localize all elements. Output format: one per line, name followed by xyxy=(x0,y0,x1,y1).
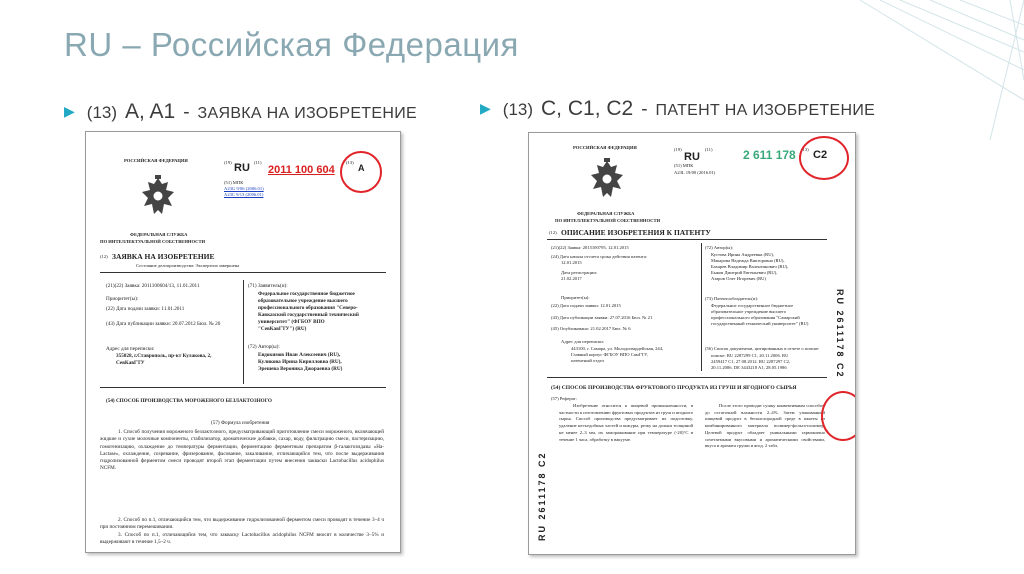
field-22: (22) Дата подачи заявки: 11.01.2011 xyxy=(106,306,185,312)
doc-agency: ФЕДЕРАЛЬНАЯ СЛУЖБА xyxy=(577,211,635,216)
field-line: Главный корпус ФГБОУ ВПО СамГТУ, xyxy=(571,352,648,357)
claim-3: 3. Способ по п.1, отличающийся тем, что закваску Lactobacillus acidophilus NCFM вносят в количестве 3–5% и выдерживают в течение 1,5–2 ч. xyxy=(100,532,384,546)
bullet-kind: ЗАЯВКА НА ИЗОБРЕТЕНИЕ xyxy=(197,105,417,122)
field-54-title: (54) СПОСОБ ПРОИЗВОДСТВА ФРУКТОВОГО ПРОДУКТА ИЗ ГРУШ И ЯГОДНОГО СЫРЬЯ xyxy=(551,385,797,391)
kind-code: C2 xyxy=(813,149,828,161)
side-number-right: RU 2611178 C2 xyxy=(835,289,845,379)
field-address: СевКавГТУ xyxy=(116,360,145,366)
side-number-left: RU 2611178 C2 xyxy=(537,451,547,541)
field-line: 443100, г. Самара, ул. Молодогвардейская, 244, xyxy=(571,346,664,351)
country-code: RU xyxy=(234,162,250,174)
doc-type: ОПИСАНИЕ ИЗОБРЕТЕНИЯ К ПАТЕНТУ xyxy=(561,228,711,237)
applicant-line: профессионального образования "Северо- xyxy=(258,305,358,311)
applicant-line: образовательное учреждение высшего xyxy=(258,298,348,304)
inid-12: (12) xyxy=(100,254,108,259)
owner-line: образовательное учреждение высшего xyxy=(711,309,787,314)
field-line: (45) Опубликовано: 21.02.2017 Бюл. № 6 xyxy=(551,326,631,331)
inid-13: (13) xyxy=(346,160,354,165)
field-line: (21)(22) Заявка: 2015100795, 12.01.2015 xyxy=(551,245,629,250)
bullet-code: C, C1, C2 xyxy=(541,97,634,120)
field-57: (57) Формула изобретения xyxy=(211,420,270,426)
doc-agency: ФЕДЕРАЛЬНАЯ СЛУЖБА xyxy=(130,232,188,237)
inid-19: (19) xyxy=(674,147,682,152)
doc-agency-2: ПО ИНТЕЛЛЕКТУАЛЬНОЙ СОБСТВЕННОСТИ xyxy=(100,239,206,244)
inid-12: (12) xyxy=(549,230,557,235)
coat-of-arms-icon xyxy=(587,157,627,201)
field-priority: Приоритет(ы): xyxy=(106,296,139,302)
highlight-circle xyxy=(821,391,856,441)
divider xyxy=(100,272,386,273)
author-line: Евдокимов Иван Алексеевич (RU), xyxy=(258,352,341,358)
field-43: (43) Дата публикации заявки: 20.07.2012 Бюл. № 20 xyxy=(106,321,221,327)
field-72: (72) Автор(ы): xyxy=(248,344,280,350)
divider xyxy=(243,280,244,384)
author-line: Эрешева Вероника Джораевна (RU) xyxy=(258,366,343,372)
applicant-line: Кавказский государственный технический xyxy=(258,312,359,318)
bullet-num: (13) xyxy=(502,100,534,119)
claim-2: 2. Способ по п.1, отличающийся тем, что выдерживание гидролизованной ферментом смеси проводят в течение 3–4 ч при постоянном перемешивании. xyxy=(100,517,384,531)
field-line: (22) Дата подачи заявки: 12.01.2015 xyxy=(551,303,621,308)
author-line: Макарова Надежда Викторовна (RU), xyxy=(711,258,785,263)
ipc-code: A23C 9/13 (2006.01) xyxy=(224,192,264,197)
author-line: Быков Дмитрий Евгеньевич (RU), xyxy=(711,270,778,275)
field-71: (71) Заявитель(и): xyxy=(248,283,288,289)
kind-code: A xyxy=(358,163,365,173)
coat-of-arms-icon xyxy=(138,174,178,218)
highlight-circle xyxy=(799,136,849,180)
field-72: (72) Автор(ы): xyxy=(705,245,734,250)
reference-line: поиске: RU 2287299 C1, 20.11.2006. RU xyxy=(711,353,789,358)
owner-line: государственный технический университет" (RU) xyxy=(711,321,809,326)
bullet-application xyxy=(64,100,417,124)
ipc-code: A23G 9/06 (2006.01) xyxy=(224,186,264,191)
field-line: Адрес для переписки: xyxy=(561,339,604,344)
country-code: RU xyxy=(684,151,700,163)
field-57: (57) Реферат: xyxy=(551,396,577,401)
doc-agency-2: ПО ИНТЕЛЛЕКТУАЛЬНОЙ СОБСТВЕННОСТИ xyxy=(555,218,661,223)
highlight-circle xyxy=(340,151,382,193)
doc-status: Состояние делопроизводства: Экспертиза завершена xyxy=(136,263,240,268)
field-line: Дата регистрации: xyxy=(561,270,598,275)
divider xyxy=(547,377,827,378)
slide-title: RU – Российская Федерация xyxy=(64,26,519,63)
bullet-num: (13) xyxy=(86,103,118,122)
author-line: Азаров Олег Игоревич (RU) xyxy=(711,276,767,281)
field-line: Приоритет(ы): xyxy=(561,295,590,300)
ipc-label: (51) МПК xyxy=(674,163,694,168)
inid-11: (11) xyxy=(254,160,262,165)
bullet-kind: ПАТЕНТ НА ИЗОБРЕТЕНИЕ xyxy=(655,102,876,119)
reference-line: 2459417 C1, 27.08.2012. RU 2287297 C2, xyxy=(711,359,791,364)
claims-text: 1. Способ получения мороженого безлактозного, предусматривающий приготовление смеси мороженого, включающей жидкие и сухие молочные компоненты, стабилизатор, ароматические добавки, сахар, воду, фильтрацию смеси, пастеризацию, гомогенизацию, охлаждение до температуры ферментации, ферментацию ферментным препаратом β-галактозидазы «Ha-Lactase», охлаждение, созревание, фризерование, фасование, закаливание, отличающийся тем, что после выдерживания гидролизованной ферментом смеси проводят второй этап ферментации путем внесения закваски Lactobacillus acidophilus NCFM. xyxy=(100,429,384,472)
bullet-patent xyxy=(480,97,875,121)
ipc-label: (51) МПК xyxy=(224,180,244,185)
inid-11: (11) xyxy=(705,147,713,152)
applicant-line: "СевКавГТУ") (RU) xyxy=(258,326,307,332)
abstract-right: После этого проводят сушку конвективным способом до остаточной влажности 2–4%. Затем упакованный пищевой продукт в бескислородной среде в пакеты из комбинированного материала полимер-фольга-полимер. Целевой продукт обладает уникальными гармонично сочетаемыми вкусовыми и ароматическими свойствами, вкуса и аромата груши и ягод. 2 табл. xyxy=(705,403,825,449)
author-line: Кустова Ирина Андреевна (RU), xyxy=(711,252,775,257)
field-73: (73) Патентообладатель(и): xyxy=(705,296,759,301)
abstract-left: Изобретение относится к пищевой промышленности, в частности к изготовлению фруктовых продуктов из груш и ягодного сырья. Способ производства предусматривает их подготовку, удаление несъедобных частей и кожуры, резку на дольки толщиной не менее 2–3 мм, их замораживание при температуре (-20)°С в течение 1 часа, обработку в вакууме. xyxy=(559,403,694,442)
author-line: Бахарев Владимир Валентинович (RU), xyxy=(711,264,789,269)
bullet-code: A, A1 xyxy=(125,100,176,123)
reference-line: 20.11.2006. DE 3443218 A1, 28.05.1986 xyxy=(711,365,787,370)
publication-number: 2 611 178 xyxy=(743,148,796,162)
publication-number: 2011 100 604 xyxy=(268,164,335,176)
doc-country: РОССИЙСКАЯ ФЕДЕРАЦИЯ xyxy=(124,158,188,163)
field-56: (56) Список документов, цитированных в отчете о поиске: xyxy=(705,346,820,351)
doc-type: ЗАЯВКА НА ИЗОБРЕТЕНИЕ xyxy=(112,252,215,261)
field-address: 355028, г.Ставрополь, пр-кт Кулакова, 2, xyxy=(116,353,212,359)
application-document xyxy=(85,131,401,553)
patent-document xyxy=(528,132,856,555)
owner-line: Федеральное государственное бюджетное xyxy=(711,303,794,308)
triangle-right-icon: ▶ xyxy=(480,100,491,116)
field-21-22: (21)(22) Заявка: 2011100604/13, 11.01.2011 xyxy=(106,283,200,289)
divider xyxy=(100,387,386,388)
applicant-line: Федеральное государственное бюджетное xyxy=(258,291,355,297)
triangle-right-icon: ▶ xyxy=(64,103,75,119)
field-line: (24) Дата начала отсчета срока действия патента: xyxy=(551,254,648,259)
divider xyxy=(701,243,702,371)
field-line: (43) Дата публикации заявки: 27.07.2016 Бюл. № 21 xyxy=(551,315,653,320)
inid-13: (13) xyxy=(801,147,809,152)
ipc-code: A23L 19/00 (2016.01) xyxy=(674,170,716,175)
doc-country: РОССИЙСКАЯ ФЕДЕРАЦИЯ xyxy=(573,145,637,150)
field-line: патентный отдел xyxy=(571,358,604,363)
inid-19: (19) xyxy=(224,160,232,165)
applicant-line: университет" (ФГБОУ ВПО xyxy=(258,319,325,325)
owner-line: профессионального образования "Самарский xyxy=(711,315,800,320)
author-line: Куликова Ирина Кирилловна (RU), xyxy=(258,359,342,365)
divider xyxy=(547,239,827,240)
bullet-separator: - xyxy=(641,99,648,120)
field-line: 12.01.2015 xyxy=(561,260,582,265)
field-address-label: Адрес для переписки: xyxy=(106,346,155,352)
field-54-title: (54) СПОСОБ ПРОИЗВОДСТВА МОРОЖЕНОГО БЕЗЛАКТОЗНОГО xyxy=(106,398,272,404)
field-line: 21.02.2017 xyxy=(561,276,582,281)
bullet-separator: - xyxy=(183,102,190,123)
